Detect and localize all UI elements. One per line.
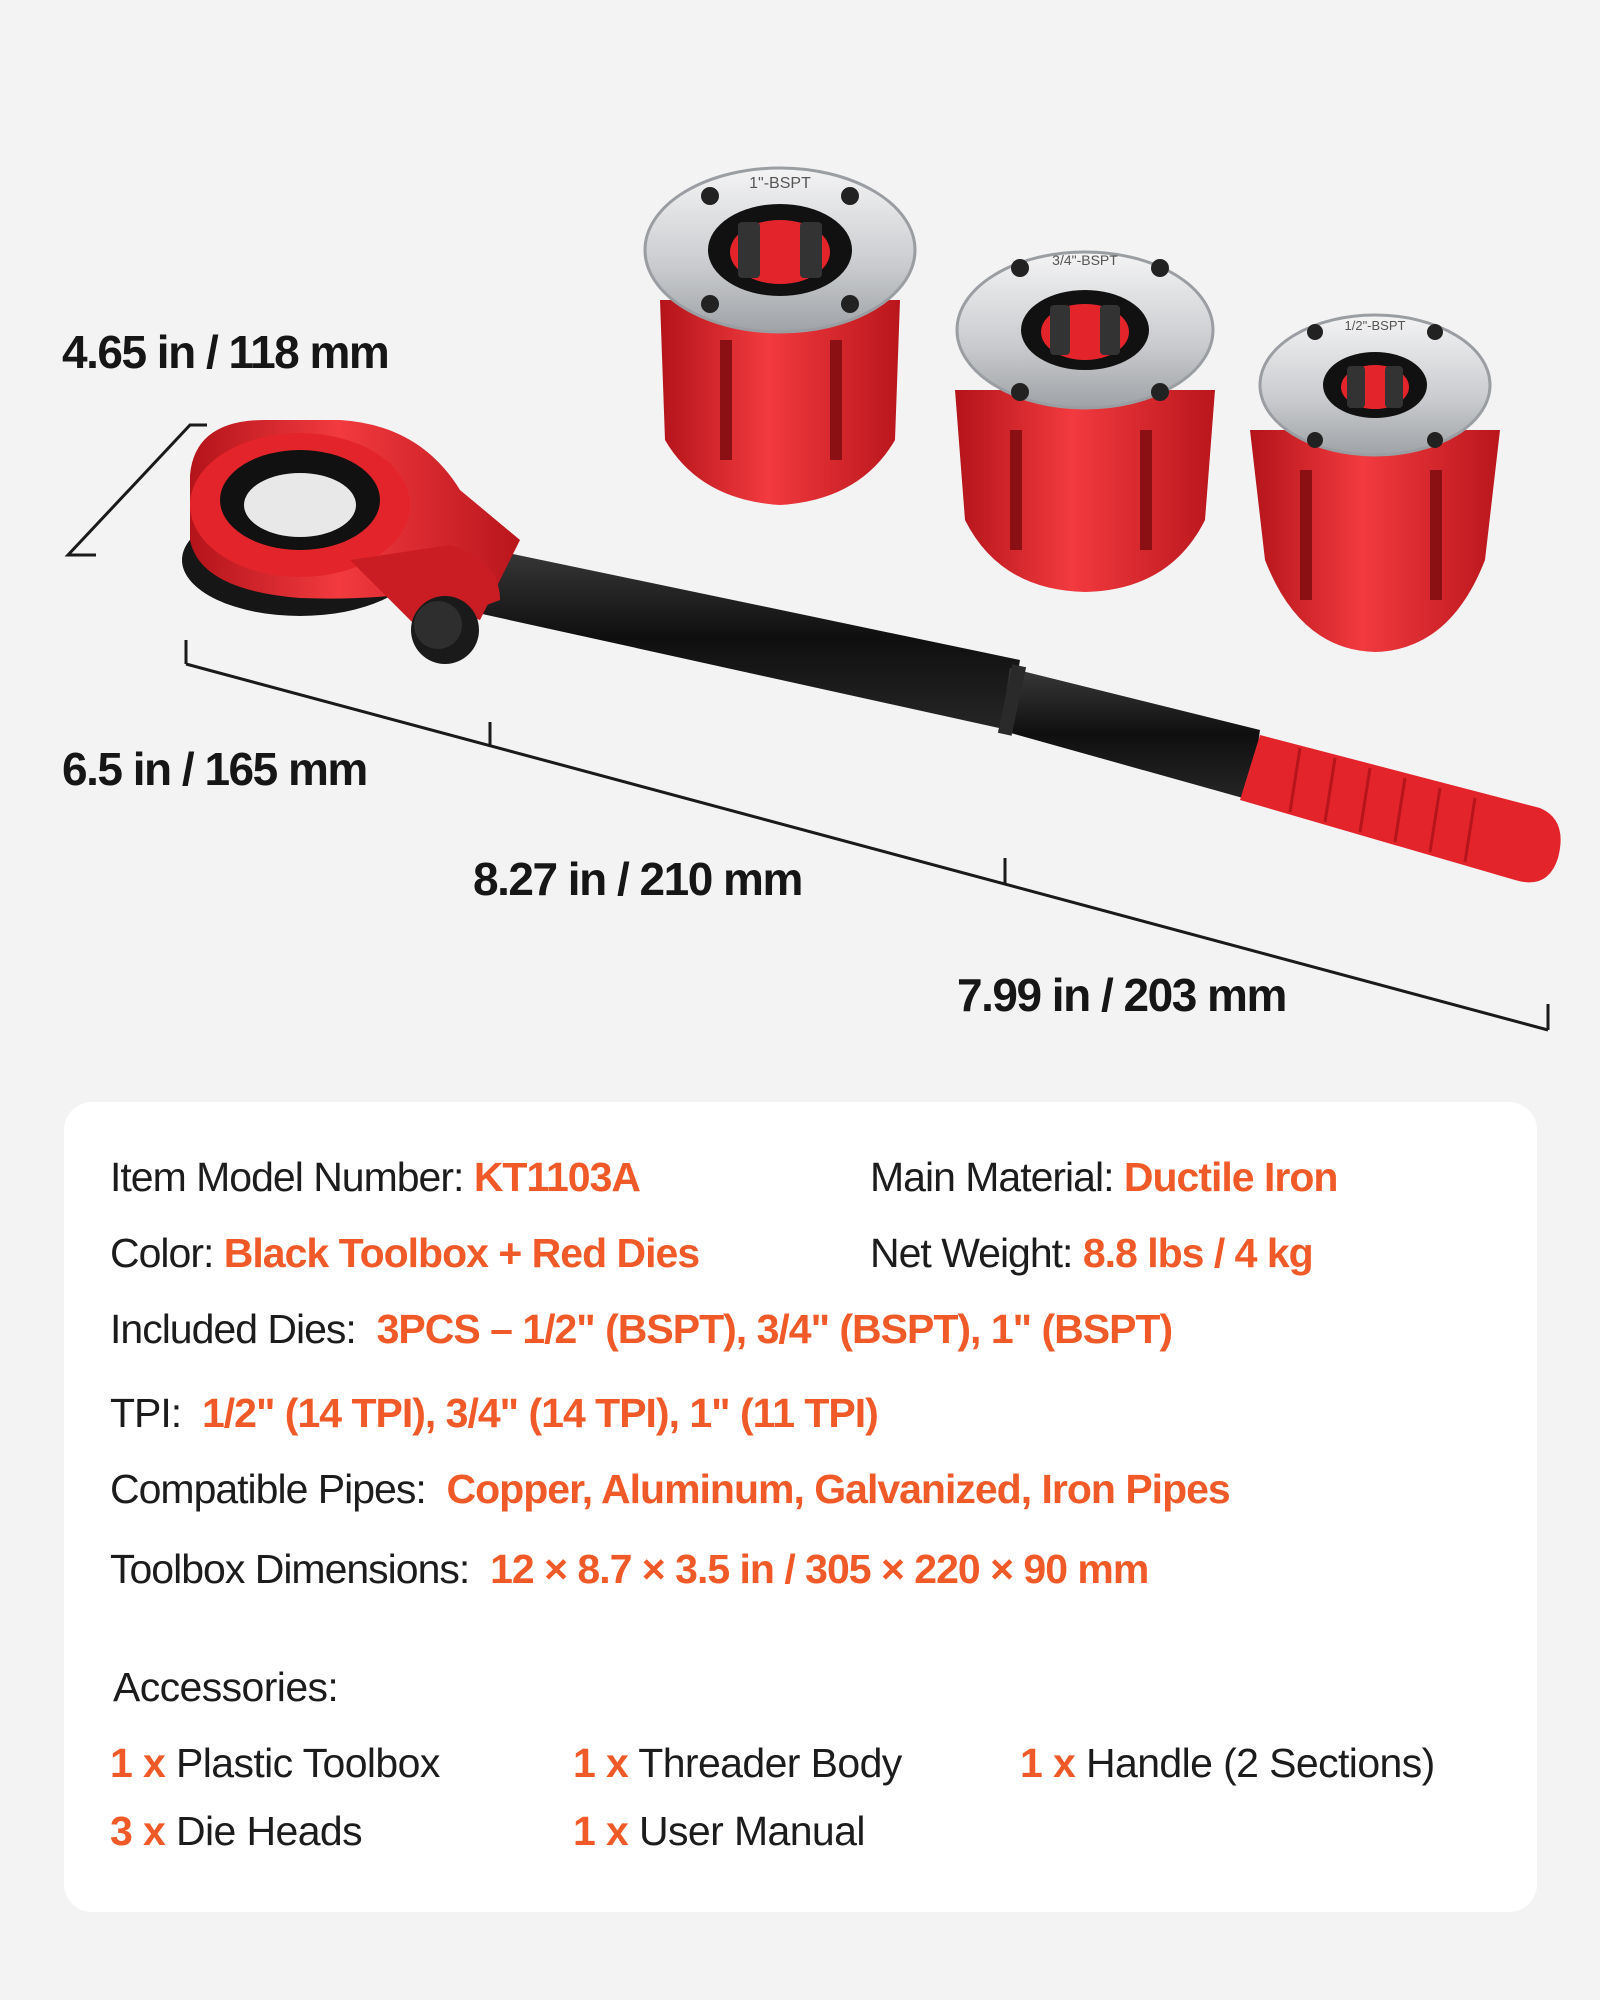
die-head-1in: [645, 168, 915, 505]
die-head-1-2in: [1250, 315, 1500, 652]
accessory-name: Handle (2 Sections): [1086, 1740, 1435, 1786]
spec-label: Included Dies:: [110, 1306, 356, 1352]
accessory-qty: 1 x: [110, 1740, 166, 1786]
accessory-name: User Manual: [639, 1808, 865, 1854]
height-bracket: [68, 425, 207, 555]
spec-model: [110, 1154, 640, 1201]
accessory-name: Threader Body: [638, 1740, 902, 1786]
spec-label: Compatible Pipes:: [110, 1466, 426, 1512]
spec-value: 8.8 lbs / 4 kg: [1082, 1230, 1313, 1276]
accessory-qty: 3 x: [110, 1808, 166, 1854]
spec-tpi: [110, 1390, 878, 1437]
accessory-qty: 1 x: [573, 1740, 629, 1786]
accessory-qty: 1 x: [1020, 1740, 1076, 1786]
handle-section-2-label: 7.99 in / 203 mm: [957, 969, 1286, 1021]
accessory-item: [1020, 1740, 1435, 1787]
spec-label: Toolbox Dimensions:: [110, 1546, 470, 1592]
spec-label: Net Weight:: [870, 1230, 1073, 1276]
die-label-1-2in: 1/2"-BSPT: [1344, 318, 1406, 333]
spec-value: KT1103A: [473, 1154, 641, 1200]
accessory-item: [573, 1808, 865, 1855]
accessory-name: Plastic Toolbox: [176, 1740, 440, 1786]
spec-value: Ductile Iron: [1123, 1154, 1338, 1200]
accessory-item: [110, 1740, 440, 1787]
spec-weight: [870, 1230, 1313, 1277]
spec-value: 12 × 8.7 × 3.5 in / 305 × 220 × 90 mm: [490, 1546, 1149, 1592]
spec-pipes: [110, 1466, 1230, 1513]
handle-section-1-label: 8.27 in / 210 mm: [473, 853, 802, 905]
die-head-3-4in: [955, 252, 1215, 592]
spec-value: 1/2" (14 TPI), 3/4" (14 TPI), 1" (11 TPI): [201, 1390, 878, 1436]
spec-label: Main Material:: [870, 1154, 1114, 1200]
spec-value: Copper, Aluminum, Galvanized, Iron Pipes: [446, 1466, 1230, 1512]
threader-body: [182, 420, 520, 664]
accessory-item: [573, 1740, 902, 1787]
die-label-1in: 1"-BSPT: [749, 175, 811, 192]
spec-value: Black Toolbox + Red Dies: [223, 1230, 700, 1276]
spec-label: Item Model Number:: [110, 1154, 464, 1200]
spec-label: Color:: [110, 1230, 214, 1276]
spec-value: 3PCS – 1/2" (BSPT), 3/4" (BSPT), 1" (BSPT): [376, 1306, 1173, 1352]
die-label-3-4in: 3/4"-BSPT: [1052, 252, 1118, 268]
spec-dies: [110, 1306, 1172, 1353]
spec-label: TPI:: [110, 1390, 182, 1436]
ratchet-height-label: 4.65 in / 118 mm: [62, 326, 389, 378]
accessory-qty: 1 x: [573, 1808, 629, 1854]
ratchet-length-label: 6.5 in / 165 mm: [62, 743, 367, 795]
spec-color: [110, 1230, 699, 1277]
spec-toolbox: [110, 1546, 1148, 1593]
accessories-title: Accessories:: [113, 1664, 339, 1710]
accessory-name: Die Heads: [176, 1808, 363, 1854]
accessory-item: [110, 1808, 362, 1855]
spec-material: [870, 1154, 1337, 1201]
